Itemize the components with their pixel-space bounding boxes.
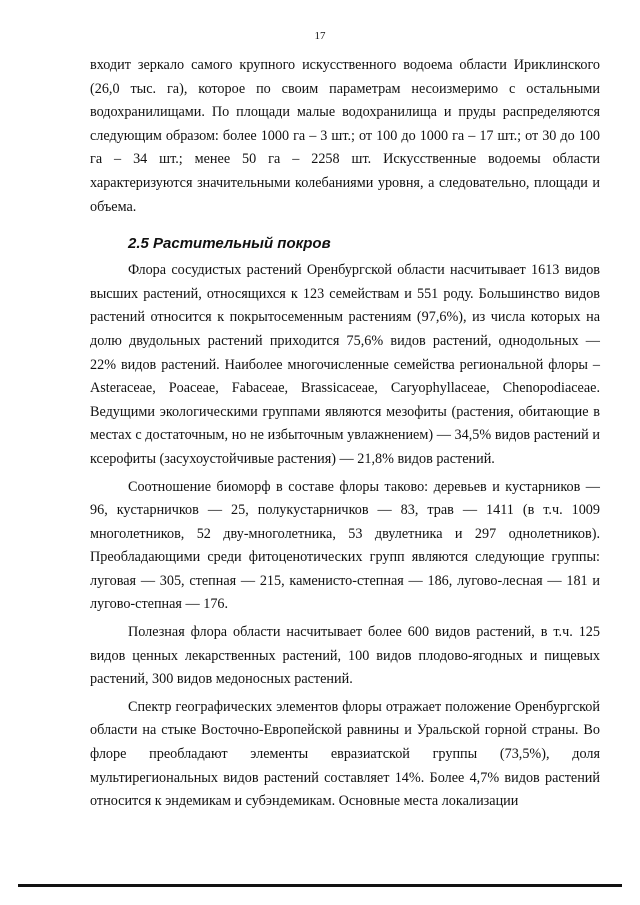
- paragraph-geographic-elements: Спектр географических элементов флоры отражает положение Оренбургской области на стыке Восточно-Европейской равнины и Уральской горной страны. Во флоре преобладают элементы евразиатской группы (73,5%), доля мультирегиональных видов растений составляет 14%. Более 4,7% видов растений относится к эндемикам и субэндемикам. Основные места локализации: [90, 698, 600, 810]
- section-heading: 2.5 Растительный покров: [128, 235, 331, 253]
- paragraph-flora-overview: Флора сосудистых растений Оренбургской области насчитывает 1613 видов высших растений, относящихся к 123 семействам и 551 роду. Большинство видов растений относится к покрытосеменным растениям (97,6%), из числа которых на долю двудольных растений приходится 75,6% видов растений, однодольных — 22% видов растений. Наиболее многочисленные семейства региональной флоры – Asteraceae, Poaceae, Fabaceae, Brassicaceae, Caryophyllaceae, Chenopodiaceae. Ведущими экологическими группами являются мезофиты (растения, обитающие в местах с достаточным, но не избыточным увлажнением) — 34,5% видов растений и ксерофиты (засухоустойчивые растения) — 21,8% видов растений.: [90, 262, 600, 467]
- page-number: 17: [314, 30, 326, 42]
- bottom-rule: [18, 884, 622, 887]
- paragraph-useful-flora: Полезная флора области насчитывает более 600 видов растений, в т.ч. 125 видов ценных лекарственных растений, 100 видов плодово-ягодных и пищевых растений, 300 видов медоносных растений.: [90, 624, 600, 688]
- document-body: [90, 54, 600, 814]
- paragraph-biomorphs: Соотношение биоморф в составе флоры таково: деревьев и кустарников — 96, кустарничков — 25, полукустарничков — 83, трав — 1411 (в т.ч. 1009 многолетников, 52 дву-многолетника, 53 двулетника и 297 однолетников). Преобладающими среди фитоценотических групп являются следующие группы: луговая — 305, степная — 215, каменисто-степная — 186, лугово-лесная — 181 и лугово-степная — 176.: [90, 478, 600, 613]
- paragraph-reservoirs: входит зеркало самого крупного искусственного водоема области Ириклинского (26,0 тыс. га), которое по своим параметрам несоизмеримо с остальными водохранилищами. По площади малые водохранилища и пруды распределяются следующим образом: более 1000 га – 3 шт.; от 100 до 1000 га – 17 шт.; от 30 до 100 га – 34 шт.; менее 50 га – 2258 шт. Искусственные водоемы области характеризуются значительными колебаниями уровня, а следовательно, площади и объема.: [90, 57, 600, 215]
